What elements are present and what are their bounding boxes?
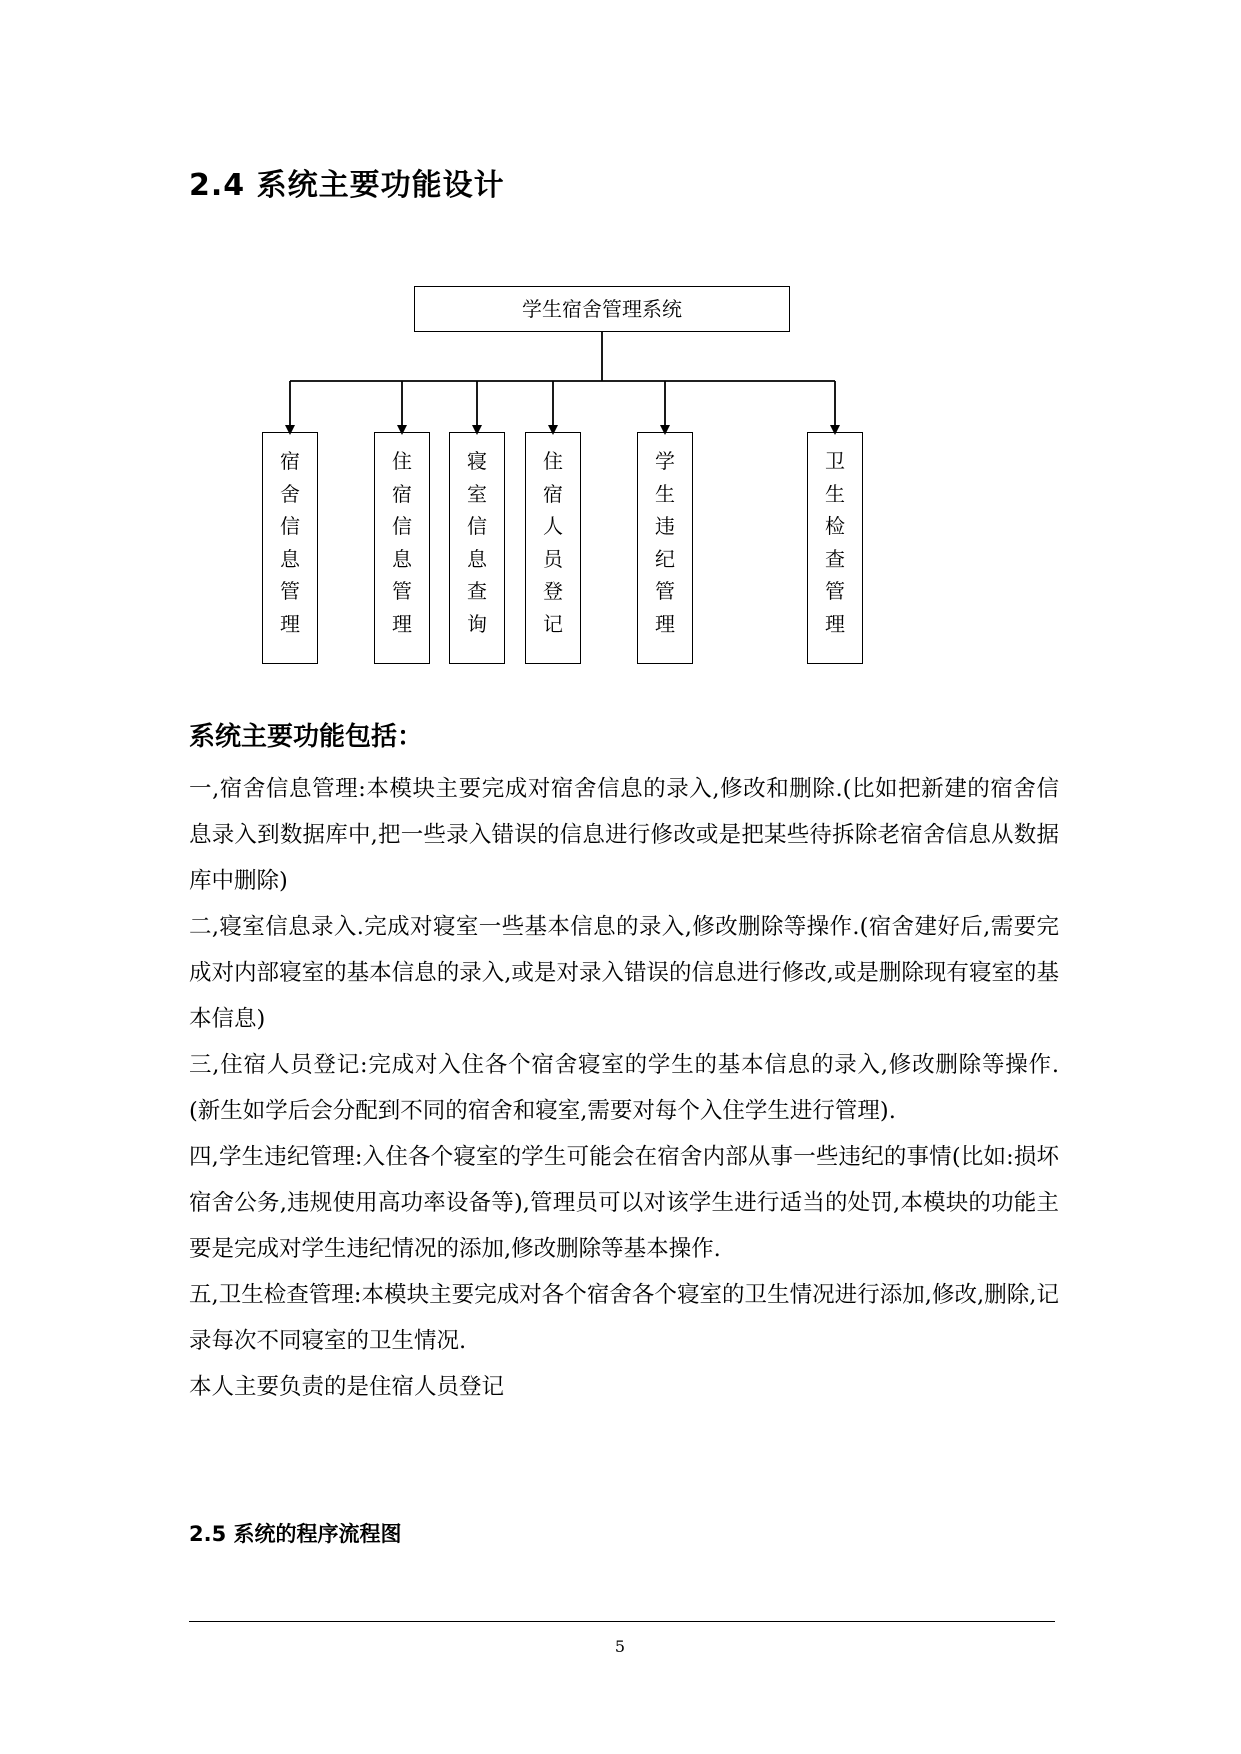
node-char: 人: [543, 514, 563, 538]
node-char: 生: [655, 481, 675, 506]
diagram-node-hygiene: [807, 432, 863, 664]
paragraph-resident-register: 三,住宿人员登记:完成对入住各个宿舍寝室的学生的基本信息的录入,修改删除等操作.(新生如学后会分配到不同的宿舍和寝室,需要对每个入住学生进行管理).: [189, 1052, 1059, 1124]
node-char: 管: [392, 579, 412, 603]
node-char: 生: [825, 481, 845, 506]
node-char: 询: [467, 611, 487, 636]
node-char: 信: [280, 514, 300, 538]
node-char: 理: [825, 611, 845, 636]
node-char: 宿: [392, 481, 412, 506]
node-char: 记: [543, 611, 563, 636]
node-char: 查: [467, 579, 487, 603]
paragraph-hygiene: 五,卫生检查管理:本模块主要完成对各个宿舍各个寝室的卫生情况进行添加,修改,删除,记录每次不同寝室的卫生情况.: [189, 1282, 1059, 1354]
node-char: 息: [280, 546, 300, 571]
node-char: 学: [655, 449, 675, 473]
diagram-node-resident-register: [525, 432, 581, 664]
diagram-node-dorm-info: [262, 432, 318, 664]
section-heading: 2.4 系统主要功能设计: [189, 168, 505, 203]
features-title: 系统主要功能包括：: [189, 722, 424, 752]
node-char: 理: [392, 611, 412, 636]
body-text: [189, 766, 1059, 1410]
node-char: 信: [392, 514, 412, 538]
node-char: 管: [655, 579, 675, 603]
node-char: 舍: [280, 481, 300, 506]
paragraph-discipline: 四,学生违纪管理:入住各个寝室的学生可能会在宿舍内部从事一些违纪的事情(比如:损坏宿舍公务,违规使用高功率设备等),管理员可以对该学生进行适当的处罚,本模块的功能主要是完成对学生违纪情况的添加,修改删除等基本操作.: [189, 1144, 1059, 1262]
diagram-root-node: 学生宿舍管理系统: [414, 286, 790, 332]
node-char: 卫: [825, 449, 845, 473]
node-char: 理: [280, 611, 300, 636]
footer-divider: [189, 1621, 1055, 1622]
node-char: 住: [543, 449, 563, 473]
node-char: 登: [543, 579, 563, 603]
node-char: 宿: [280, 449, 300, 473]
diagram-node-discipline: [637, 432, 693, 664]
node-char: 室: [467, 481, 487, 506]
node-char: 纪: [655, 546, 675, 571]
node-char: 息: [392, 546, 412, 571]
diagram-connectors: [0, 0, 1241, 700]
diagram-node-lodging-info: [374, 432, 430, 664]
node-char: 员: [543, 546, 563, 571]
node-char: 查: [825, 546, 845, 571]
node-char: 理: [655, 611, 675, 636]
node-char: 宿: [543, 481, 563, 506]
node-char: 寝: [467, 449, 487, 473]
next-section-heading: 2.5 系统的程序流程图: [189, 1522, 402, 1546]
node-char: 住: [392, 449, 412, 473]
function-diagram: [0, 0, 1241, 700]
node-char: 息: [467, 546, 487, 571]
diagram-node-room-query: [449, 432, 505, 664]
page-number: 5: [614, 1637, 626, 1656]
node-char: 信: [467, 514, 487, 538]
node-char: 违: [655, 514, 675, 538]
node-char: 管: [280, 579, 300, 603]
paragraph-dorm-info: 一,宿舍信息管理:本模块主要完成对宿舍信息的录入,修改和删除.(比如把新建的宿舍信息录入到数据库中,把一些录入错误的信息进行修改或是把某些待拆除老宿舍信息从数据库中删除): [189, 776, 1059, 894]
paragraph-responsibility: 本人主要负责的是住宿人员登记: [189, 1374, 505, 1400]
node-char: 检: [825, 514, 845, 538]
paragraph-room-info: 二,寝室信息录入.完成对寝室一些基本信息的录入,修改删除等操作.(宿舍建好后,需要完成对内部寝室的基本信息的录入,或是对录入错误的信息进行修改,或是删除现有寝室的基本信息): [189, 914, 1059, 1032]
node-char: 管: [825, 579, 845, 603]
